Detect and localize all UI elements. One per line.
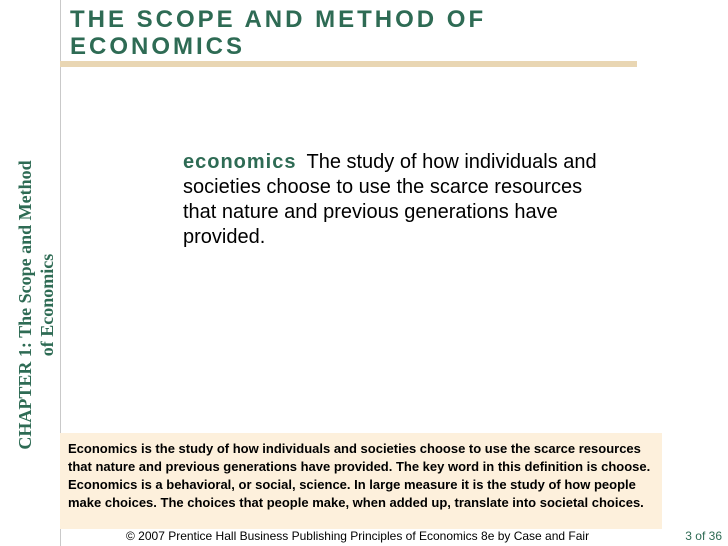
chapter-side-label — [0, 130, 72, 480]
slide-title-line-1: THE SCOPE AND METHOD OF — [70, 6, 487, 33]
page-number: 3 of 36 — [685, 529, 722, 543]
title-underline-bar — [60, 61, 637, 67]
definition-block — [183, 150, 603, 250]
slide-title — [70, 6, 670, 60]
definition-term: economics — [183, 151, 297, 173]
notes-box — [60, 433, 662, 529]
footer-copyright: © 2007 Prentice Hall Business Publishing Principles of Economics 8e by Case and Fair — [126, 529, 590, 543]
slide-title-line-2: ECONOMICS — [70, 33, 246, 60]
chapter-label-line-1: CHAPTER 1: The Scope and Method — [15, 160, 35, 450]
notes-text: Economics is the study of how individuals and societies choose to use the scarce resources that nature and previous generations have provided. The key word in this definition is choose. Economics is a behavioral, or social, science. In large measure it is the study of how people make choices. The choices that people make, when added up, translate into societal choices. — [68, 441, 651, 510]
definition-text: The study of how individuals and societies choose to use the scarce resources that nature and previous generations have provided. — [183, 151, 597, 248]
chapter-label-line-2: of Economics — [37, 253, 57, 357]
